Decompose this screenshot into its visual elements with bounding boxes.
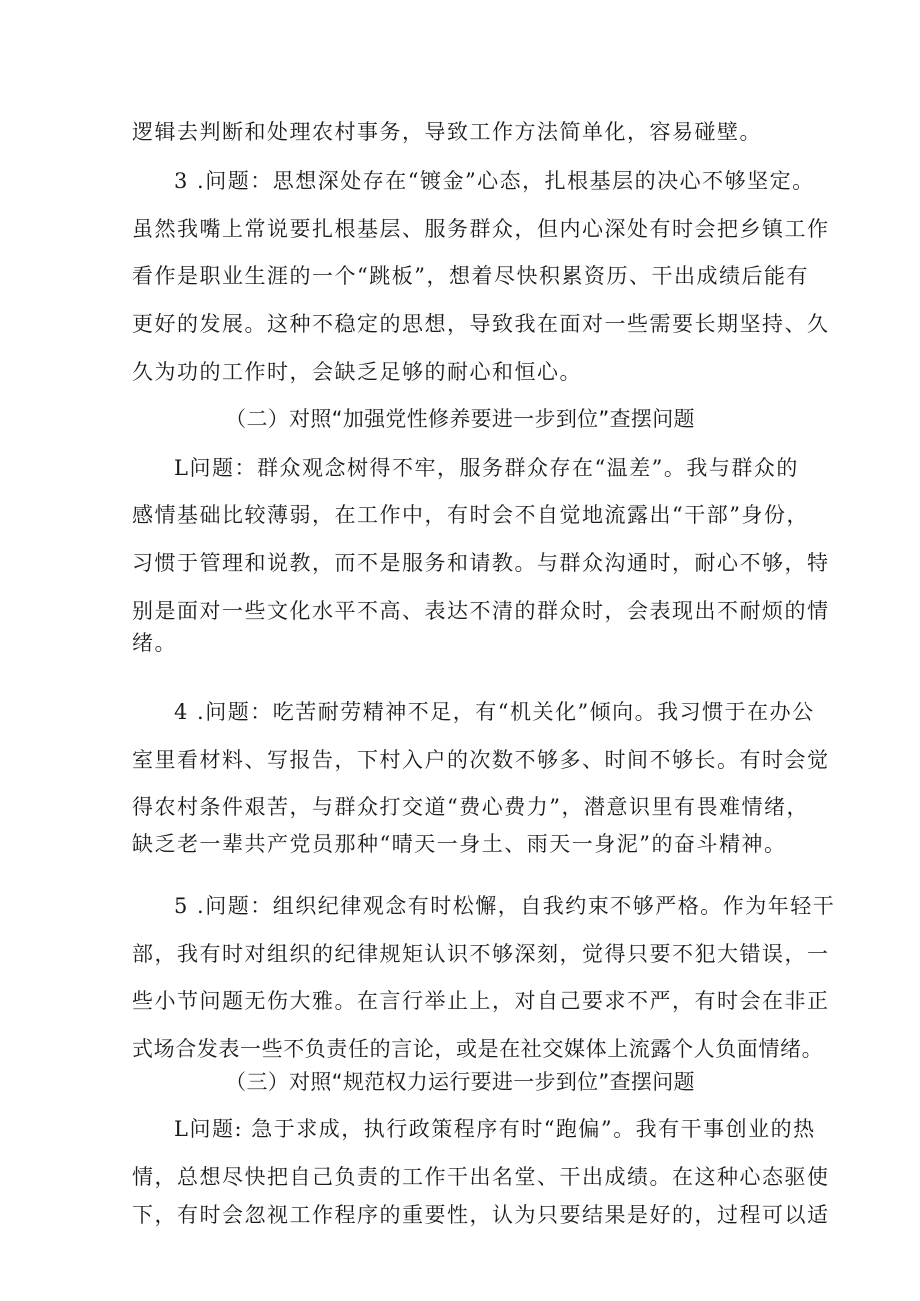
paragraph-line: 部，我有时对组织的纪律规矩认识不够深刻，觉得只要不犯大错误，一 [132,942,830,966]
paragraph-line: 绪。 [132,631,177,655]
paragraph-line: 4 .问题：吃苦耐劳精神不足，有“机关化”倾向。我习惯于在办公 [174,700,815,724]
paragraph-line: L问题：群众观念树得不牢，服务群众存在“温差”。我与群众的 [174,456,799,480]
paragraph-line: 别是面对一些文化水平不高、表达不清的群众时，会表现出不耐烦的情 [132,599,830,623]
paragraph-line: 下，有时会忽视工作程序的重要性，认为只要结果是好的，过程可以适 [132,1203,830,1227]
paragraph-line: 习惯于管理和说教，而不是服务和请教。与群众沟通时，耐心不够，特 [132,551,830,575]
paragraph-line: 虽然我嘴上常说要扎根基层、服务群众，但内心深处有时会把乡镇工作 [132,217,830,241]
paragraph-line: 久为功的工作时，会缺乏足够的耐心和恒心。 [132,360,582,384]
paragraph-line: 式场合发表一些不负责任的言论，或是在社交媒体上流露个人负面情绪。 [132,1037,824,1061]
paragraph-line: 看作是职业生涯的一个“跳板”，想着尽快积累资历、干出成绩后能有 [132,264,809,288]
paragraph-line: 逻辑去判断和处理农村事务，导致工作方法简单化，容易碰壁。 [132,120,762,144]
paragraph-line: 得农村条件艰苦，与群众打交道“费心费力”，潜意识里有畏难情绪， [132,795,809,819]
paragraph-line: 情，总想尽快把自己负责的工作干出名堂、干出成绩。在这种心态驱使 [132,1165,830,1189]
paragraph-line: 室里看材料、写报告，下村入户的次数不够多、时间不够长。有时会觉 [132,748,830,772]
paragraph-line: L问题: 急于求成，执行政策程序有时“跑偏”。我有干事创业的热 [174,1117,816,1141]
paragraph-line: 5 .问题：组织纪律观念有时松懈，自我约束不够严格。作为年轻干 [174,894,836,918]
paragraph-line: 缺乏老一辈共产党员那种“晴天一身土、雨天一身泥”的奋斗精神。 [132,832,787,856]
paragraph-line: 3 .问题：思想深处存在“镀金”心态，扎根基层的决心不够坚定。 [174,169,815,193]
paragraph-line: 感情基础比较薄弱，在工作中，有时会不自觉地流露出“干部”身份， [132,503,809,527]
paragraph-line: 更好的发展。这种不稳定的思想，导致我在面对一些需要长期坚持、久 [132,312,830,336]
section-heading: （三）对照“规范权力运行要进一步到位”查摆问题 [225,1070,695,1094]
paragraph-line: 些小节问题无伤大雅。在言行举止上，对自己要求不严，有时会在非正 [132,989,830,1013]
section-heading: （二）对照“加强党性修养要进一步到位”查摆问题 [225,407,695,431]
